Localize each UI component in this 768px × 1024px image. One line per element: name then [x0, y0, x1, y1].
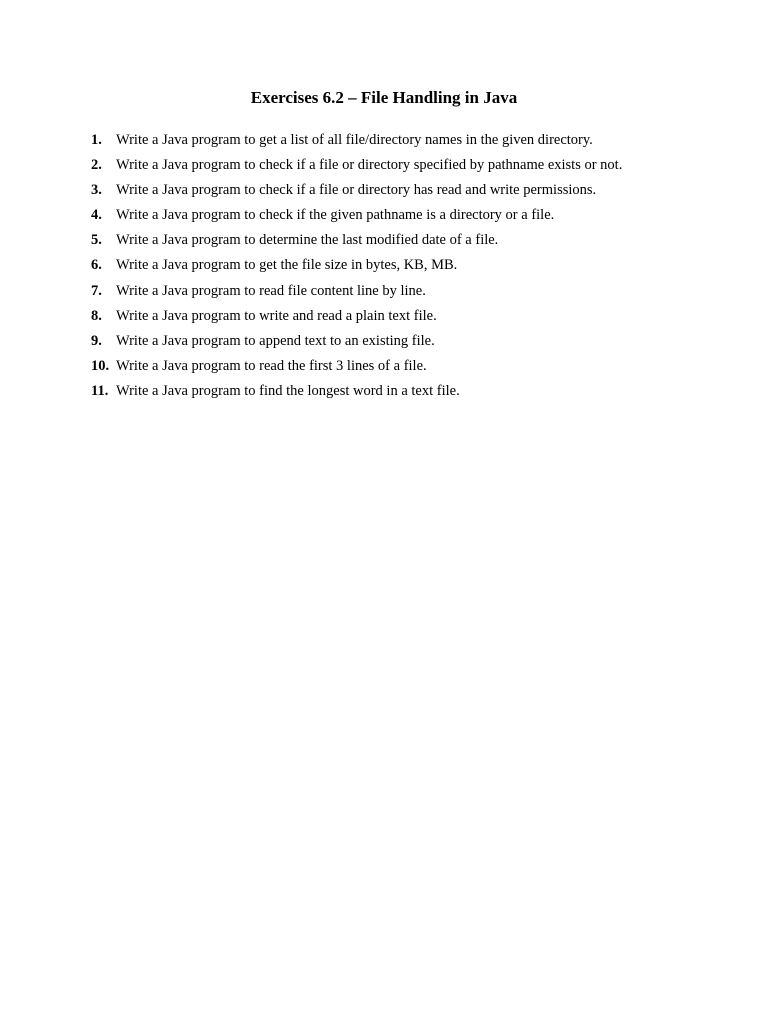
exercise-number: 7. — [91, 282, 102, 299]
exercise-text: Write a Java program to append text to an existing file. — [116, 332, 435, 349]
exercise-text: Write a Java program to get a list of all file/directory names in the given directory. — [116, 132, 593, 148]
exercise-text: Write a Java program to check if the given pathname is a directory or a file. — [116, 207, 555, 224]
exercise-text: Write a Java program to determine the last modified date of a file. — [116, 232, 499, 249]
exercise-number: 9. — [91, 332, 102, 349]
exercise-text: Write a Java program to write and read a plain text file. — [116, 307, 437, 324]
exercise-number: 8. — [91, 307, 102, 324]
exercise-number: 10. — [91, 357, 110, 374]
list-item — [91, 305, 731, 330]
list-item — [91, 204, 731, 229]
page-title: Exercises 6.2 – File Handling in Java — [250, 88, 518, 107]
list-item — [91, 355, 731, 380]
exercise-text: Write a Java program to check if a file or directory specified by pathname exists or not. — [116, 157, 623, 174]
list-item — [91, 129, 731, 154]
exercise-number: 5. — [91, 232, 102, 249]
exercise-number: 11. — [91, 382, 109, 399]
list-item — [91, 254, 731, 279]
exercise-number: 4. — [91, 207, 102, 224]
list-item — [91, 229, 731, 254]
exercise-list — [91, 129, 731, 405]
exercise-number: 1. — [91, 132, 102, 148]
list-item — [91, 280, 731, 305]
list-item — [91, 330, 731, 355]
exercise-text: Write a Java program to read file content line by line. — [116, 282, 426, 299]
exercise-text: Write a Java program to find the longest word in a text file. — [116, 382, 460, 399]
exercise-text: Write a Java program to check if a file or directory has read and write permissions. — [116, 182, 597, 199]
exercise-number: 3. — [91, 182, 102, 199]
list-item — [91, 154, 731, 179]
list-item — [91, 179, 731, 204]
exercise-text: Write a Java program to get the file size in bytes, KB, MB. — [116, 257, 458, 274]
exercise-number: 2. — [91, 157, 102, 174]
exercise-number: 6. — [91, 257, 102, 274]
exercise-text: Write a Java program to read the first 3 lines of a file. — [116, 357, 427, 374]
list-item — [91, 380, 731, 405]
